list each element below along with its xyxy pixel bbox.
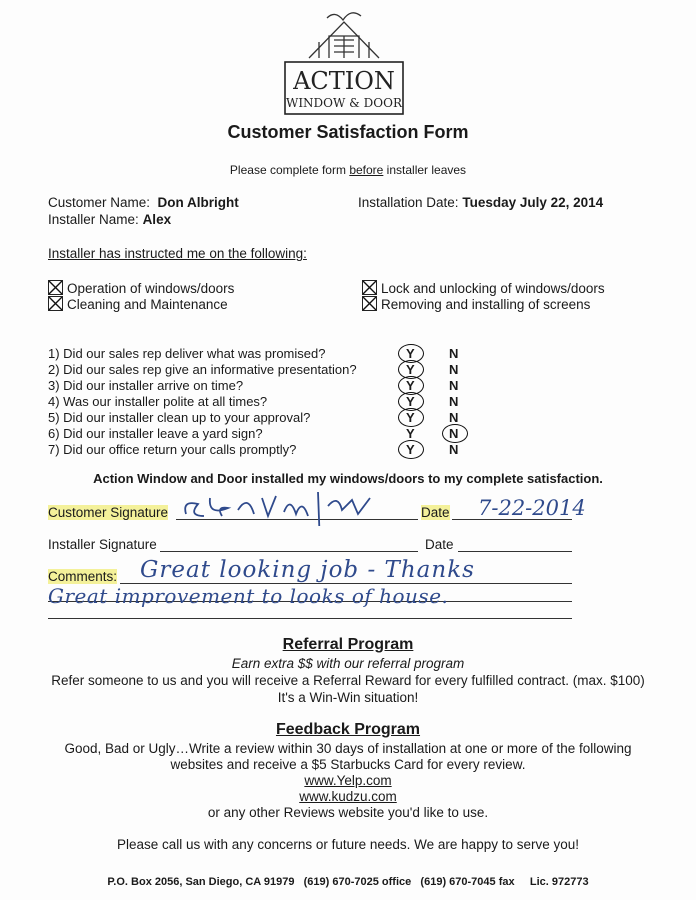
answer-circle-5 (398, 408, 424, 427)
customer-signature-label: Customer Signature (48, 505, 169, 520)
answer-no-6[interactable]: N (449, 426, 459, 441)
checkbox-checked-icon[interactable] (362, 296, 377, 311)
closing-message: Please call us with any concerns or future needs. We are happy to serve you! (117, 837, 579, 852)
customer-name-value: Don Albright (157, 195, 239, 210)
feedback-line-3: or any other Reviews website you'd like to use. (207, 805, 489, 820)
checklist-item-cleaning[interactable]: Cleaning and Maintenance (48, 296, 228, 312)
checkbox-checked-icon[interactable] (48, 296, 63, 311)
question-5: 5) Did our installer clean up to your approval? (48, 410, 311, 425)
installer-date-label: Date (425, 537, 454, 552)
answer-no-3[interactable]: N (449, 378, 459, 393)
installer-name-row: Installer Name: Alex (48, 212, 172, 227)
form-title: Customer Satisfaction Form (227, 122, 469, 142)
question-6: 6) Did our installer leave a yard sign? (48, 426, 263, 441)
installer-name-value: Alex (142, 212, 172, 227)
feedback-line-2: websites and receive a $5 Starbucks Card for every review. (170, 757, 526, 772)
referral-tagline: Earn extra $$ with our referral program (231, 656, 465, 671)
kudzu-link[interactable]: www.kudzu.com (299, 789, 397, 804)
instructed-heading: Installer has instructed me on the following: (48, 246, 307, 261)
answer-yes-6[interactable]: Y (406, 426, 415, 441)
answer-circle-6 (442, 424, 468, 443)
answer-yes-7[interactable]: Y (406, 442, 415, 457)
installer-signature-label: Installer Signature (48, 537, 157, 552)
company-logo (277, 6, 411, 118)
referral-body: Refer someone to us and you will receive a Referral Reward for every fulfilled contract. (max. $100) (51, 673, 645, 688)
checklist-item-locking[interactable]: Lock and unlocking of windows/doors (362, 280, 605, 296)
form-instructions: Please complete form before installer leaves (229, 163, 467, 177)
referral-title: Referral Program (282, 636, 414, 653)
installer-signature-line[interactable] (160, 551, 418, 552)
answer-no-2[interactable]: N (449, 362, 459, 377)
logo-text-action: ACTION (293, 67, 395, 95)
comments-line-3[interactable] (48, 618, 572, 619)
comments-label: Comments: (48, 569, 118, 584)
checkbox-checked-icon[interactable] (362, 280, 377, 295)
question-3: 3) Did our installer arrive on time? (48, 378, 244, 393)
checklist-item-operation[interactable]: Operation of windows/doors (48, 280, 234, 296)
yelp-link[interactable]: www.Yelp.com (304, 773, 392, 788)
question-4: 4) Was our installer polite at all times? (48, 394, 268, 409)
comment-handwritten-2: Great improvement to looks of house. (48, 584, 449, 608)
answer-yes-2[interactable]: Y (406, 362, 415, 377)
installation-date-value: Tuesday July 22, 2014 (462, 195, 604, 210)
footer-contact: P.O. Box 2056, San Diego, CA 91979 (619) 670-7025 office (619) 670-7045 fax Lic. 972773 (107, 876, 589, 888)
checklist-item-screens[interactable]: Removing and installing of screens (362, 296, 590, 312)
customer-signature-scribble (178, 486, 418, 526)
satisfaction-statement: Action Window and Door installed my windows/doors to my complete satisfaction. (93, 471, 603, 486)
answer-no-7[interactable]: N (449, 442, 459, 457)
customer-name-row: Customer Name: Don Albright (48, 195, 239, 210)
comment-handwritten-1: Great looking job - Thanks (140, 557, 475, 583)
customer-date-label: Date (421, 505, 450, 520)
answer-no-1[interactable]: N (449, 346, 459, 361)
answer-yes-3[interactable]: Y (406, 378, 415, 393)
answer-no-4[interactable]: N (449, 394, 459, 409)
answer-circle-7 (398, 440, 424, 459)
question-1: 1) Did our sales rep deliver what was promised? (48, 346, 326, 361)
installation-date-row: Installation Date: Tuesday July 22, 2014 (358, 195, 604, 210)
answer-yes-1[interactable]: Y (406, 346, 415, 361)
customer-date-handwritten: 7-22-2014 (478, 496, 586, 520)
referral-win: It's a Win-Win situation! (277, 690, 419, 705)
installer-date-line[interactable] (458, 551, 572, 552)
feedback-line-1: Good, Bad or Ugly…Write a review within 30 days of installation at one or more of the following (64, 741, 632, 756)
logo-text-window-door: WINDOW & DOOR (285, 96, 403, 110)
answer-no-5[interactable]: N (449, 410, 459, 425)
answer-yes-5[interactable]: Y (406, 410, 415, 425)
feedback-title: Feedback Program (275, 721, 421, 738)
question-2: 2) Did our sales rep give an informative presentation? (48, 362, 357, 377)
answer-yes-4[interactable]: Y (406, 394, 415, 409)
question-7: 7) Did our office return your calls promptly? (48, 442, 297, 457)
checkbox-checked-icon[interactable] (48, 280, 63, 295)
